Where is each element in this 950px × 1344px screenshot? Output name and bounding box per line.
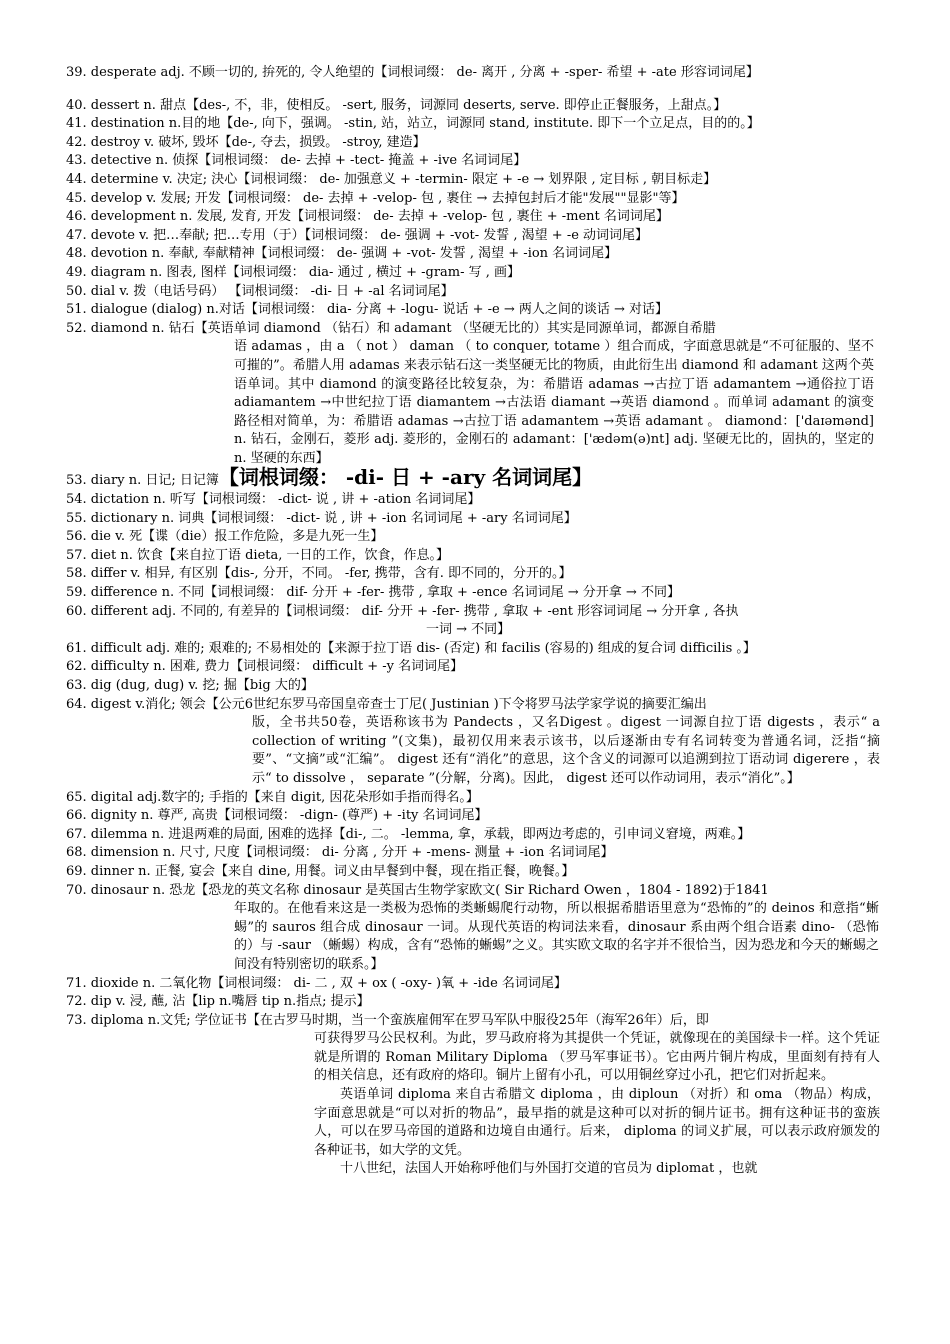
entry-73-continuation xyxy=(314,1030,880,1179)
entry-44: 44. determine v. 决定; 決心【词根词缀： de- 加强意义 + -termin- 限定 + -e → 划界限 , 定目标 , 朝目标走】 xyxy=(66,171,717,187)
entry-55: 55. dictionary n. 词典【词根词缀： -dict- 说 , 讲 + -ion 名词词尾 + -ary 名词词尾】 xyxy=(66,510,577,526)
entry-70: 70. dinosaur n. 恐龙【恐龙的英文名称 dinosaur 是英国古生物学家欧文( Sir Richard Owen ，1804 - 1892)于1841 xyxy=(66,882,769,898)
entry-51: 51. dialogue (dialog) n.对话【词根词缀： dia- 分离 + -logu- 说话 + -e → 两人之间的谈话 → 对话】 xyxy=(66,302,669,318)
entry-52: 52. diamond n. 钻石【英语单词 diamond （钻石）和 adamant （坚硬无比的）其实是同源单词，都源自希腊 xyxy=(66,320,716,336)
entry-53 xyxy=(66,465,896,491)
entry-69: 69. dinner n. 正餐, 宴会【来自 dine, 用餐。词义由早餐到中餐，现在指正餐，晚餐。】 xyxy=(66,863,575,879)
entry-60-continuation: 一词 → 不同】 xyxy=(426,622,511,638)
entry-67: 67. dilemma n. 进退两难的局面, 困难的选择【di-, 二。 -lemma, 拿，承载，即两边考虑的，引申词义窘境，两难。】 xyxy=(66,826,751,842)
entry-42: 42. destroy v. 破坏, 毁坏【de-, 夺去，损毁。 -stroy, 建造】 xyxy=(66,134,426,150)
entry-43: 43. detective n. 侦探【词根词缀： de- 去掉 + -tect- 掩盖 + -ive 名词词尾】 xyxy=(66,153,527,169)
entry-72: 72. dip v. 浸, 蘸, 沾【lip n.嘴唇 tip n.指点; 提示】 xyxy=(66,994,370,1010)
entry-47: 47. devote v. 把…奉献; 把…专用（于）【词根词缀： de- 强调 + -vot- 发誓 , 渴望 + -e 动词词尾】 xyxy=(66,227,649,243)
entry-73-para-2: 英语单词 diploma 来自古希腊文 diploma ，由 diploun （对折）和 oma （物品）构成，字面意思就是“可以对折的物品”，最早指的就是这种可以对折的铜片证书。拥有这种证书的蛮族人，可以在罗马帝国的道路和边境自由通行。后来， diploma 的词义扩展，可以表示政府颁发的各种证书，如大学的文凭。 xyxy=(314,1087,880,1158)
entry-39: 39. desperate adj. 不顾一切的, 拚死的, 令人绝望的【词根词缀： de- 离开 , 分离 + -sper- 希望 + -ate 形容词词尾】 xyxy=(66,65,759,80)
entry-41: 41. destination n.目的地【de-, 向下，强调。 -stin, 站，站立，词源同 stand, institute. 即下一个立足点，目的的。】 xyxy=(66,116,760,132)
entry-58: 58. differ v. 相异, 有区别【dis-, 分开，不同。 -fer, 携带，含有. 即不同的，分开的。】 xyxy=(66,566,572,582)
entry-52-continuation: 语 adamas ，由 a （ not ） daman （ to conquer, totame ）组合而成，字面意思就是“不可征服的、坚不可摧的”。希腊人用 adamas 来表示钻石这一类坚硬无比的物质，由此衍生出 diamond 和 adamant 这两个英语单词。其中 diamond 的演变路径比较复杂，为：希腊语 adamas →古拉丁语 adamantem →通俗拉丁语 adiamantem →中世纪拉丁语 diamantem →古法语 diamant →英语 diamond 。而单词 adamant 的演变路径相对简单，为：希腊语 adamas →古拉丁语 adamantem →英语 adamant 。 diamond：['daɪəmənd] n. 钻石，金刚石，菱形 adj. 菱形的，金刚石的 adamant：['ædəm(ə)nt] adj. 坚硬无比的，固执的，坚定的 n. 坚硬的东西】 xyxy=(234,339,874,466)
entry-62: 62. difficulty n. 困难, 费力【词根词缀： difficult + -y 名词词尾】 xyxy=(66,659,464,675)
entry-64-continuation: 版，全书共50卷，英语称该书为 Pandects ，又名Digest 。digest 一词源自拉丁语 digests ，表示“ a collection of writing ”(文集)，最初仅用来表示该书，以后逐渐由专有名词转变为普通名词，泛指“摘要”、“文摘”或“汇编”。 digest 还有“消化”的意思，这个含义的词源可以追溯到拉丁语动词 digerere ，表示“ to dissolve ， separate ”(分解，分离)。因此， digest 还可以作动词用，表示“消化”。】 xyxy=(252,715,880,786)
entry-49: 49. diagram n. 图表, 图样【词根词缀： dia- 通过 , 横过 + -gram- 写 , 画】 xyxy=(66,264,521,280)
entry-46: 46. development n. 发展, 发育, 开发【词根词缀： de- 去掉 + -velop- 包 , 裹住 + -ment 名词词尾】 xyxy=(66,209,669,225)
entry-57: 57. diet n. 饮食【来自拉丁语 dieta, 一日的工作，饮食，作息。】 xyxy=(66,547,450,563)
entry-53-tail: 【词根词缀： -di- 日 + -ary 名词词尾】 xyxy=(218,465,593,490)
entry-50: 50. dial v. 拨（电话号码） 【词根词缀： -di- 日 + -al 名词词尾】 xyxy=(66,283,454,299)
entry-65: 65. digital adj.数字的; 手指的【来自 digit, 因花朵形如手指而得名。】 xyxy=(66,789,479,805)
entry-73-para-3: 十八世纪，法国人开始称呼他们与外国打交道的官员为 diplomat ，也就 xyxy=(340,1161,758,1177)
entry-60: 60. different adj. 不同的, 有差异的【词根词缀： dif- 分开 + -fer- 携带 , 拿取 + -ent 形容词词尾 → 分开拿 , 各执 xyxy=(66,603,739,619)
entry-54: 54. dictation n. 听写【词根词缀： -dict- 说 , 讲 + -ation 名词词尾】 xyxy=(66,492,481,508)
entry-61: 61. difficult adj. 难的; 艰难的; 不易相处的【来源于拉丁语 dis- (否定) 和 facilis (容易的) 组成的复合词 difficilis 。】 xyxy=(66,640,756,656)
entry-73-para-1: 可获得罗马公民权利。为此，罗马政府将为其提供一个凭证，就像现在的美国绿卡一样。这个凭证就是所谓的 Roman Military Diploma （罗马军事证书）。它由两片铜片构成，里面刻有持有人的相关信息，还有政府的烙印。铜片上留有小孔，可以用铜丝穿过小孔，把它们对折起来。 xyxy=(314,1031,880,1084)
vocabulary-document xyxy=(66,64,896,1179)
entry-48: 48. devotion n. 奉献, 奉献精神【词根词缀： de- 强调 + -vot- 发誓 , 渴望 + -ion 名词词尾】 xyxy=(66,246,618,262)
entry-56: 56. die v. 死【谍（die）报工作危险，多是九死一生】 xyxy=(66,529,384,545)
entry-45: 45. develop v. 发展; 开发【词根词缀： de- 去掉 + -velop- 包 , 裹住 → 去掉包封后才能"发展""显影"等】 xyxy=(66,190,685,206)
entry-63: 63. dig (dug, dug) v. 挖; 掘【big 大的】 xyxy=(66,678,314,693)
entry-66: 66. dignity n. 尊严, 高贵【词根词缀： -dign- (尊严) + -ity 名词词尾】 xyxy=(66,808,488,824)
entry-70-continuation: 年取的。在他看来这是一类极为恐怖的类蜥蜴爬行动物，所以根据希腊语里意为“恐怖的”的 deinos 和意指“蜥蜴”的 sauros 组合成 dinosaur 一词。从现代英语的构词法来看，dinosaur 系由两个组合语素 dino- （恐怖的）与 -saur （蜥蜴）构成，含有“恐怖的蜥蜴”之义。其实欧文取的名字并不很恰当，因为恐龙和今天的蜥蜴之间没有特别密切的联系。】 xyxy=(234,901,879,972)
entry-71: 71. dioxide n. 二氧化物【词根词缀： di- 二 , 双 + ox ( -oxy- )氧 + -ide 名词词尾】 xyxy=(66,975,567,991)
entry-68: 68. dimension n. 尺寸, 尺度【词根词缀： di- 分离 , 分开 + -mens- 测量 + -ion 名词词尾】 xyxy=(66,845,614,861)
entry-59: 59. difference n. 不同【词根词缀： dif- 分开 + -fer- 携带 , 拿取 + -ence 名词词尾 → 分开拿 → 不同】 xyxy=(66,585,680,601)
entry-64: 64. digest v.消化; 领会【公元6世纪东罗马帝国皇帝查士丁尼( Justinian )下令将罗马法学家学说的摘要汇编出 xyxy=(66,696,707,712)
entry-40: 40. dessert n. 甜点【des-, 不，非，使相反。 -sert, 服务，词源同 deserts, serve. 即停止正餐服务，上甜点。】 xyxy=(66,97,727,113)
entry-73: 73. diploma n.文凭; 学位证书【在古罗马时期，当一个蛮族雇佣军在罗马军队中服役25年（海军26年）后，即 xyxy=(66,1012,709,1028)
entry-53-head: 53. diary n. 日记; 日记簿 xyxy=(66,473,219,489)
